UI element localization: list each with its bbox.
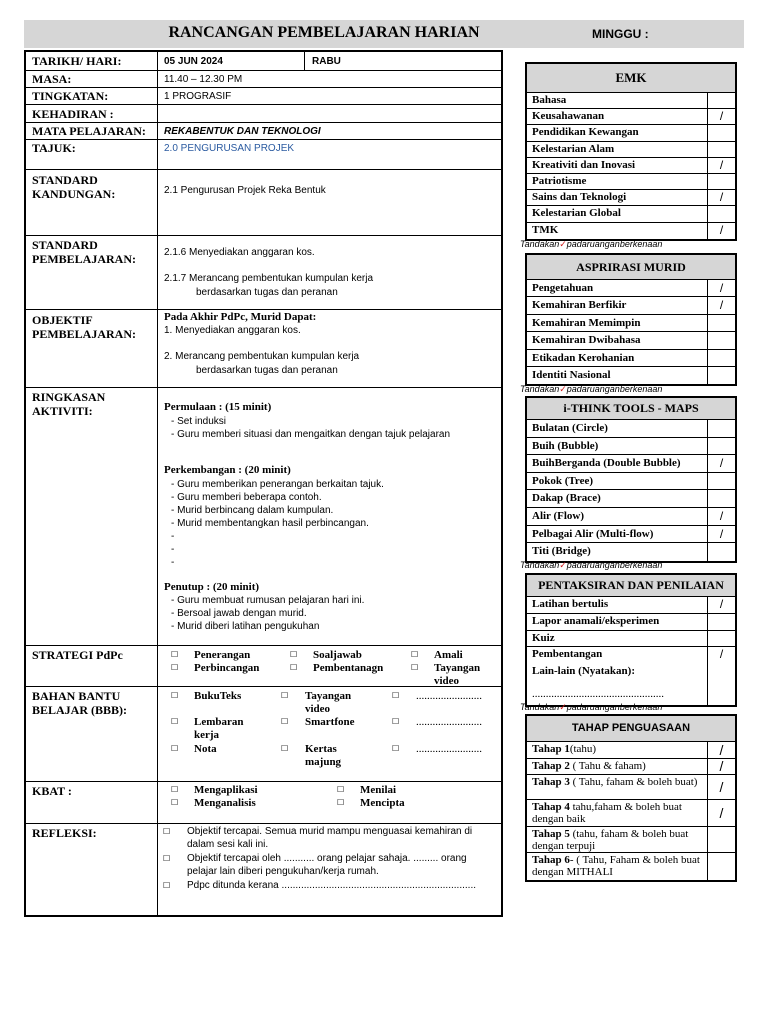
row-masa (26, 71, 501, 88)
op-label-1: OBJEKTIF (32, 313, 93, 327)
tick-note: Tandakan✓padaruanganberkenaan (520, 384, 663, 394)
ithink-title: i-THINK TOOLS - MAPS (527, 398, 735, 420)
mark-cell[interactable] (707, 827, 735, 852)
mark-cell[interactable] (707, 614, 735, 630)
permulaan-head: Permulaan : (15 minit) (164, 401, 272, 413)
check-row (527, 174, 735, 190)
mark-cell[interactable] (707, 142, 735, 157)
checkbox[interactable]: ☐ (171, 785, 179, 794)
sp-item: berdasarkan tugas dan peranan (196, 287, 338, 298)
tahap-label (532, 776, 702, 788)
sk-label-1: STANDARD (32, 173, 98, 187)
mark-cell[interactable]: / (707, 800, 735, 826)
checkbox[interactable]: ☐ (163, 881, 171, 890)
check-row (527, 93, 735, 109)
mark-cell[interactable]: / (707, 297, 735, 313)
row-label: Etikadan Kerohanian (532, 351, 635, 364)
check-row (527, 631, 735, 648)
tahap-row (527, 759, 735, 775)
row-label: TMK (532, 223, 559, 236)
mark-cell[interactable]: / (707, 223, 735, 239)
row-tingkatan (26, 88, 501, 105)
checkbox[interactable]: ☐ (163, 827, 171, 836)
main-table (24, 50, 503, 917)
mark-cell[interactable] (707, 473, 735, 490)
row-label: Dakap (Brace) (532, 492, 601, 505)
row-label: Kemahiran Memimpin (532, 316, 641, 329)
checkbox[interactable]: ☐ (171, 798, 179, 807)
strategi-item: Perbincangan (194, 662, 260, 674)
checkbox[interactable]: ☐ (171, 691, 179, 700)
mark-cell[interactable]: / (707, 759, 735, 774)
check-row (527, 206, 735, 222)
check-row (527, 420, 735, 438)
row-kbat (26, 782, 501, 824)
check-row (527, 367, 735, 384)
checkbox[interactable]: ☐ (171, 744, 179, 753)
row-objektif (26, 310, 501, 388)
sp-label-2: PEMBELAJARAN: (32, 252, 136, 266)
ra-label-2: AKTIVITI: (32, 404, 93, 418)
pentaksiran-title: PENTAKSIRAN DAN PENILAIAN (527, 575, 735, 597)
strategi-item: Penerangan (194, 649, 251, 661)
checkbox[interactable]: ☐ (392, 691, 400, 700)
tajuk-label: TAJUK: (32, 141, 76, 155)
tahap-desc: ( Tahu & faham) (569, 760, 646, 772)
check-row (527, 350, 735, 367)
masa-value: 11.40 – 12.30 PM (164, 74, 243, 85)
tick-note: Tandakan✓padaruanganberkenaan (520, 560, 663, 570)
row-standard-kandungan (26, 170, 501, 236)
tarikh-divider (304, 52, 305, 70)
row-label: Pendidikan Kewangan (532, 126, 639, 139)
week-label: MINGGU : (592, 27, 649, 41)
checkbox[interactable]: ☐ (411, 650, 419, 659)
ithink-panel (525, 396, 737, 563)
check-row (527, 597, 735, 614)
refleksi-item: Objektif tercapai. Semua murid mampu menguasai kemahiran di dalam sesi kali ini. (187, 826, 473, 850)
bbb-item: ........................ (416, 690, 482, 702)
mark-cell[interactable]: / (707, 158, 735, 173)
checkbox[interactable]: ☐ (337, 785, 345, 794)
mark-cell[interactable] (707, 664, 735, 705)
row-label: Lapor anamali/eksperimen (532, 614, 660, 627)
checkbox[interactable]: ☐ (392, 744, 400, 753)
bbb-item: Smartfone (305, 716, 355, 728)
perkembangan-item: - (171, 544, 175, 555)
row-label: Pembentangan (532, 648, 603, 661)
emk-panel (525, 62, 737, 241)
page-title: RANCANGAN PEMBELAJARAN HARIAN (168, 24, 480, 41)
tahap-desc: - ( Tahu, Faham & boleh buat dengan MITHALI (532, 854, 700, 878)
row-label: Pelbagai Alir (Multi-flow) (532, 527, 654, 540)
kbat-label: KBAT : (32, 784, 72, 798)
perkembangan-item: - Murid membentangkan hasil perbincangan. (171, 518, 369, 529)
row-label: Latihan bertulis (532, 598, 609, 610)
tick-note: Tandakan✓padaruanganberkenaan (520, 239, 663, 249)
bbb-label-2: BELAJAR (BBB): (32, 703, 128, 717)
mark-cell[interactable]: / (707, 597, 735, 613)
tahap-level: Tahap 2 (532, 760, 570, 772)
tahap-row (527, 853, 735, 880)
mark-cell[interactable] (707, 206, 735, 221)
tick-note: Tandakan✓padaruanganberkenaan (520, 702, 663, 712)
checkbox[interactable]: ☐ (281, 717, 289, 726)
sp-item: 2.1.7 Merancang pembentukan kumpulan kerja (164, 273, 374, 284)
mark-cell[interactable] (707, 420, 735, 437)
checkbox[interactable]: ☐ (171, 717, 179, 726)
kbat-item: Menganalisis (194, 797, 256, 809)
checkbox[interactable]: ☐ (171, 650, 179, 659)
lain-dots: ................................................ (532, 688, 664, 701)
row-label: Pokok (Tree) (532, 474, 593, 487)
tahap-level: Tahap 1 (532, 743, 570, 755)
check-row (527, 332, 735, 349)
bbb-item: Tayangan video (305, 690, 352, 715)
check-row (527, 109, 735, 125)
mark-cell[interactable] (707, 543, 735, 561)
bbb-item: ........................ (416, 743, 482, 755)
tahap-level: Tahap 6 (532, 854, 570, 866)
check-row (527, 473, 735, 491)
penutup-item: - Murid diberi latihan pengukuhan (171, 621, 320, 632)
row-label: Kemahiran Berfikir (532, 299, 627, 312)
row-label: Pengetahuan (532, 282, 594, 294)
bbb-item: BukuTeks (194, 690, 242, 702)
row-label: Kemahiran Dwibahasa (532, 334, 641, 347)
mark-cell[interactable] (707, 125, 735, 140)
row-label: Buih (Bubble) (532, 439, 599, 452)
perkembangan-item: - (171, 557, 175, 568)
ra-label-1: RINGKASAN (32, 390, 106, 404)
row-label: Patriotisme (532, 174, 587, 187)
mark-cell[interactable] (707, 490, 735, 507)
sk-label-2: KANDUNGAN: (32, 187, 116, 201)
checkbox[interactable]: ☐ (281, 744, 289, 753)
penutup-head: Penutup : (20 minit) (164, 581, 260, 593)
row-label: Identiti Nasional (532, 368, 611, 381)
perkembangan-item: - Guru memberikan penerangan berkaitan tajuk. (171, 479, 384, 490)
kbat-item: Menilai (360, 784, 397, 796)
row-refleksi (26, 824, 501, 915)
row-bbb (26, 687, 501, 782)
tahap-desc: tahu,faham & boleh buat dengan baik (532, 801, 682, 825)
mark-cell[interactable] (707, 438, 735, 455)
sk-value: 2.1 Pengurusan Projek Reka Bentuk (164, 185, 326, 196)
tingkatan-value: 1 PROGRASIF (164, 91, 232, 102)
check-row (527, 280, 735, 297)
mark-cell[interactable]: / (707, 190, 735, 205)
bbb-label-1: BAHAN BANTU (32, 689, 121, 703)
bbb-item: Lembaran kerja (194, 716, 244, 741)
check-row (527, 438, 735, 456)
tahap-desc: (tahu, faham & boleh buat dengan terpuji (532, 828, 689, 852)
op-item: 1. Menyediakan anggaran kos. (164, 325, 301, 336)
mark-cell[interactable]: / (707, 455, 735, 472)
tahap-label (532, 760, 702, 772)
op-item: 2. Merancang pembentukan kumpulan kerja (164, 351, 360, 362)
mark-cell[interactable] (707, 93, 735, 108)
check-row (527, 158, 735, 174)
mapel-value: REKABENTUK DAN TEKNOLOGI (164, 126, 321, 137)
refleksi-label: REFLEKSI: (32, 826, 97, 840)
checkbox[interactable]: ☐ (392, 717, 400, 726)
pentaksiran-panel (525, 573, 737, 707)
checkbox[interactable]: ☐ (281, 691, 289, 700)
tahap-label (532, 801, 702, 825)
mark-cell[interactable]: / (707, 280, 735, 296)
permulaan-item: - Set induksi (171, 416, 227, 427)
check-row (527, 190, 735, 206)
row-strategi (26, 646, 501, 687)
check-row (527, 526, 735, 544)
row-ringkasan-aktiviti (26, 388, 501, 646)
checkbox[interactable]: ☐ (290, 650, 298, 659)
bbb-item: Nota (194, 743, 217, 755)
penutup-item: - Bersoal jawab dengan murid. (171, 608, 307, 619)
mark-cell[interactable] (707, 174, 735, 189)
strategi-label: STRATEGI PdPc (32, 648, 123, 662)
tahap-row (527, 800, 735, 827)
check-row (527, 223, 735, 239)
mark-cell[interactable]: / (707, 647, 735, 664)
permulaan-item: - Guru memberi situasi dan mengaitkan dengan tajuk pelajaran (171, 429, 451, 440)
row-label: Kreativiti dan Inovasi (532, 158, 636, 171)
mark-cell[interactable]: / (707, 526, 735, 543)
row-label: Kelestarian Global (532, 207, 621, 220)
masa-label: MASA: (32, 72, 72, 86)
tahap-label (532, 854, 702, 878)
mark-cell[interactable]: / (707, 775, 735, 799)
mark-cell[interactable]: / (707, 508, 735, 525)
row-kehadiran (26, 105, 501, 123)
mark-cell[interactable]: / (707, 109, 735, 124)
check-row (527, 125, 735, 141)
tahap-desc: (tahu) (569, 743, 597, 755)
op-item: berdasarkan tugas dan peranan (196, 365, 338, 376)
emk-title: EMK (527, 64, 735, 93)
check-row (527, 508, 735, 526)
mark-cell[interactable]: / (707, 742, 735, 758)
hari-value: RABU (312, 56, 341, 67)
row-tarikh (26, 52, 501, 71)
aspirasi-panel (525, 253, 737, 386)
tarikh-label: TARIKH/ HARI: (32, 54, 122, 68)
op-label-2: PEMBELAJARAN: (32, 327, 136, 341)
checkbox[interactable]: ☐ (411, 663, 419, 672)
row-label: Kuiz (532, 631, 555, 644)
tahap-title: TAHAP PENGUASAAN (527, 716, 735, 742)
mark-cell[interactable] (707, 853, 735, 880)
mark-cell[interactable] (707, 631, 735, 647)
checkbox[interactable]: ☐ (163, 854, 171, 863)
mark-cell[interactable] (707, 315, 735, 331)
check-row (527, 490, 735, 508)
perkembangan-item: - (171, 531, 175, 542)
perkembangan-item: - Murid berbincang dalam kumpulan. (171, 505, 334, 516)
tahap-row (527, 775, 735, 800)
row-label: BuihBerganda (Double Bubble) (532, 457, 681, 470)
tahap-label (532, 743, 702, 755)
tingkatan-label: TINGKATAN: (32, 89, 109, 103)
mark-cell[interactable] (707, 367, 735, 384)
check-row (527, 297, 735, 314)
row-mata-pelajaran (26, 123, 501, 140)
penutup-item: - Guru membuat rumusan pelajaran hari ini. (171, 595, 365, 606)
sp-item: 2.1.6 Menyediakan anggaran kos. (164, 247, 315, 258)
row-label: Bahasa (532, 94, 567, 106)
tahap-level: Tahap 4 (532, 801, 570, 813)
check-row (527, 455, 735, 473)
kehadiran-label: KEHADIRAN : (32, 107, 114, 121)
check-row (527, 142, 735, 158)
kbat-item: Mencipta (360, 797, 405, 809)
tahap-row (527, 827, 735, 853)
pentaksiran-lain (527, 664, 735, 705)
row-label: Keusahawanan (532, 110, 605, 123)
row-label: Kelestarian Alam (532, 142, 615, 155)
check-row (527, 543, 735, 561)
checkbox[interactable]: ☐ (171, 663, 179, 672)
row-label: Titi (Bridge) (532, 545, 591, 558)
strategi-item: Soaljawab (313, 649, 362, 661)
lain-label: Lain-lain (Nyatakan): (532, 665, 635, 678)
tahap-label (532, 828, 702, 852)
check-row (527, 315, 735, 332)
row-standard-pembelajaran (26, 236, 501, 310)
check-row (527, 647, 735, 664)
mark-cell[interactable] (707, 332, 735, 348)
tahap-row (527, 742, 735, 759)
tahap-level: Tahap 3 (532, 776, 570, 788)
mapel-label: MATA PELAJARAN: (32, 124, 146, 138)
checkbox[interactable]: ☐ (337, 798, 345, 807)
strategi-item: Amali (434, 649, 463, 661)
tahap-level: Tahap 5 (532, 828, 570, 840)
tahap-panel (525, 714, 737, 882)
op-head: Pada Akhir PdPc, Murid Dapat: (164, 311, 317, 323)
bbb-item: ........................ (416, 716, 482, 728)
check-row (527, 614, 735, 631)
bbb-item: Kertas majung (305, 743, 342, 768)
sp-label-1: STANDARD (32, 238, 98, 252)
kbat-item: Mengaplikasi (194, 784, 258, 796)
tahap-desc: ( Tahu, faham & boleh buat) (569, 776, 698, 788)
row-label: Sains dan Teknologi (532, 191, 627, 204)
row-label: Bulatan (Circle) (532, 422, 608, 434)
strategi-item: Tayangan video (434, 662, 481, 687)
mark-cell[interactable] (707, 350, 735, 366)
tarikh-value: 05 JUN 2024 (164, 56, 223, 67)
perkembangan-item: - Guru memberi beberapa contoh. (171, 492, 322, 503)
refleksi-item: Pdpc ditunda kerana ...................................................................... (187, 880, 476, 891)
tajuk-value: 2.0 PENGURUSAN PROJEK (164, 143, 295, 154)
refleksi-item: Objektif tercapai oleh ........... orang pelajar sahaja. ......... orang pelajar lain diberi pengukuhan/kerja rumah. (187, 853, 467, 877)
strategi-item: Pembentanagn (313, 662, 384, 674)
row-label: Alir (Flow) (532, 509, 585, 522)
row-tajuk (26, 140, 501, 170)
checkbox[interactable]: ☐ (290, 663, 298, 672)
header-bar (24, 20, 744, 48)
perkembangan-head: Perkembangan : (20 minit) (164, 464, 291, 476)
aspirasi-title: ASPRIRASI MURID (527, 255, 735, 280)
